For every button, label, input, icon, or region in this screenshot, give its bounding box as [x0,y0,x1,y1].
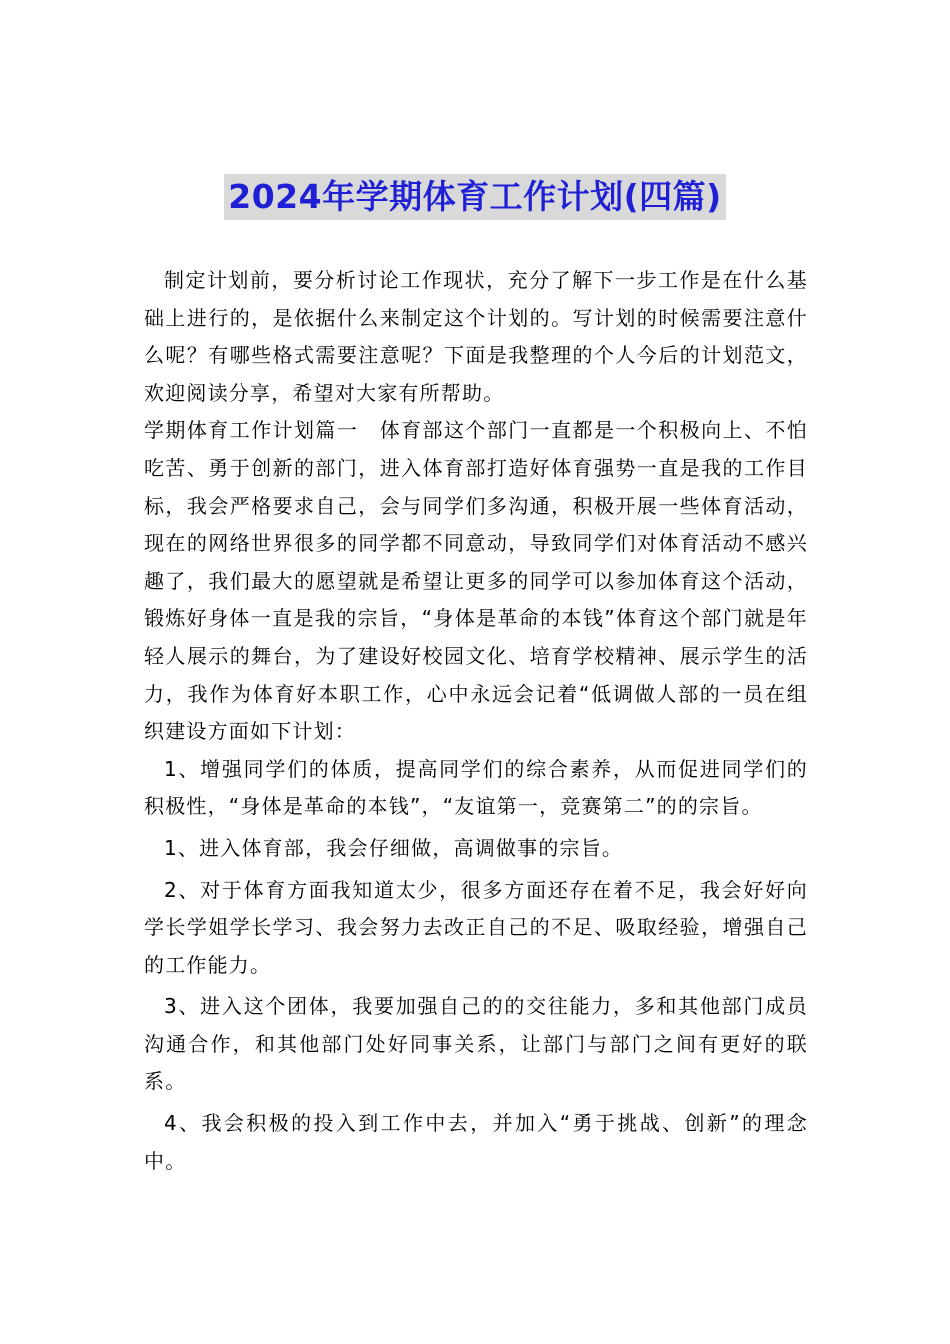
document-body [144,262,808,1184]
plan-item-paragraph: 1、进入体育部，我会仔细做，高调做事的宗旨。 [164,835,624,860]
document-title: 2024年学期体育工作计划(四篇) [224,174,726,220]
plan-item-paragraph: 2、对于体育方面我知道太少，很多方面还存在着不足，我会好好向学长学姐学长学习、我会努力去改正自己的不足、吸取经验，增强自己的工作能力。 [144,877,808,977]
intro-paragraph: 制定计划前，要分析讨论工作现状，充分了解下一步工作是在什么基础上进行的，是依据什么来制定这个计划的。写计划的时候需要注意什么呢？有哪些格式需要注意呢？下面是我整理的个人今后的计划范文，欢迎阅读分享，希望对大家有所帮助。 [144,268,808,405]
section-one-paragraph: 学期体育工作计划篇一 体育部这个部门一直都是一个积极向上、不怕吃苦、勇于创新的部门，进入体育部打造好体育强势一直是我的工作目标，我会严格要求自己，会与同学们多沟通，积极开展一些体育活动，现在的网络世界很多的同学都不同意动，导致同学们对体育活动不感兴趣了，我们最大的愿望就是希望让更多的同学可以参加体育这个活动，锻炼好身体一直是我的宗旨，“身体是革命的本钱”体育这个部门就是年轻人展示的舞台，为了建设好校园文化、培育学校精神、展示学生的活力，我作为体育好本职工作，心中永远会记着“低调做人部的一员在组织建设方面如下计划： [144,418,808,744]
title-container [0,174,950,220]
plan-item-paragraph: 3、进入这个团体，我要加强自己的的交往能力，多和其他部门成员沟通合作，和其他部门处好同事关系，让部门与部门之间有更好的联系。 [144,994,808,1094]
plan-item-paragraph: 4、我会积极的投入到工作中去，并加入“勇于挑战、创新”的理念中。 [144,1111,808,1173]
plan-item-paragraph: 1、增强同学们的体质，提高同学们的综合素养，从而促进同学们的积极性，“身体是革命的本钱”，“友谊第一，竞赛第二”的的宗旨。 [144,756,808,819]
